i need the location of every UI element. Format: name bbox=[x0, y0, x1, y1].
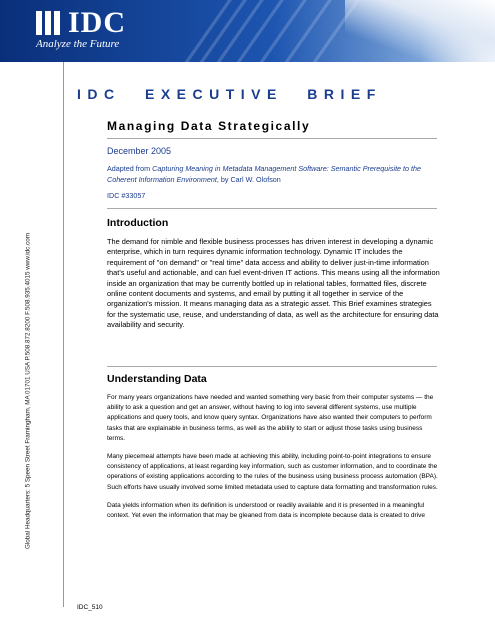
idc-logo bbox=[36, 8, 126, 38]
section-rule bbox=[107, 208, 437, 209]
header-fade bbox=[345, 0, 495, 62]
margin-divider bbox=[63, 62, 64, 607]
understanding-data-body bbox=[107, 393, 442, 529]
adapted-from bbox=[107, 164, 442, 185]
introduction-heading: Introduction bbox=[107, 217, 169, 229]
paragraph: For many years organizations have needed and wanted something very basic from their computer systems — the ability to ask a question and get an answer, without having to log into several different systems, use multiple applications and query tools, and know query syntax. Organizations have also wanted their computers to perform tasks that are explainable in business terms, as well as the ability to start or adjust those tasks using business terms. bbox=[107, 394, 434, 442]
header-stripe bbox=[173, 0, 261, 62]
paragraph: Data yields information when its definition is understood or readily available and it is presented in a meaningful context. Yet even the information that may be gleaned from data is incomplete because data is created to drive bbox=[107, 501, 425, 520]
title-rule bbox=[107, 138, 437, 139]
footer-code: IDC_510 bbox=[77, 604, 103, 611]
adapted-prefix: Adapted from bbox=[107, 164, 153, 173]
idc-logo-icon bbox=[36, 11, 60, 35]
brief-heading: IDC EXECUTIVE BRIEF bbox=[77, 86, 382, 102]
introduction-section bbox=[107, 217, 442, 230]
document-date: December 2005 bbox=[107, 146, 172, 156]
paragraph: Many piecemeal attempts have been made at achieving this ability, including point-to-point integrations to ensure consistency of applications, at least regarding key information, such as customer information, and to coordinate the operations of existing applications according to the rules of the business using business process automation (BPA). Such efforts have usually involved some limited metadata used to capture data formatting and transformation rules. bbox=[107, 453, 438, 491]
idc-number: IDC #33057 bbox=[107, 191, 146, 200]
understanding-data-section bbox=[107, 373, 442, 386]
adapted-source: Capturing Meaning in Metadata Management Software: Semantic Prerequisite to the Coherent Information Environment bbox=[107, 164, 422, 184]
logo-text: IDC bbox=[68, 6, 127, 39]
understanding-data-heading: Understanding Data bbox=[107, 373, 207, 385]
header-band bbox=[0, 0, 495, 62]
section-rule bbox=[107, 366, 437, 367]
introduction-body: The demand for nimble and flexible business processes has driven interest in developing a dynamic enterprise, which in turn requires dynamic information technology. Dynamic IT includes the requirement of "on demand" or "real time" data access and ability to deliver just-in-time information that's useful and actionable, and can fuel event-driven IT actions. This means using all the information inside an organization that may be currently bottled up in relational tables, formatted files, discrete online content documents and systems, and email by putting it all together in service of the organization's mission. It means managing data as a strategic asset. This Brief examines strategies for the systematic use, reuse, and understanding of data, as well as the architecture for ensuring data availability and security. bbox=[107, 237, 440, 330]
adapted-suffix: , by Carl W. Olofson bbox=[216, 174, 281, 184]
side-address: Global Headquarters: 5 Speen Street Framingham, MA 01701 USA P.508.872.8200 F.508.935.4015 www.idc.com bbox=[24, 233, 32, 549]
header-stripe bbox=[158, 0, 246, 62]
document-title: Managing Data Strategically bbox=[107, 119, 311, 133]
tagline: Analyze the Future bbox=[36, 38, 120, 50]
